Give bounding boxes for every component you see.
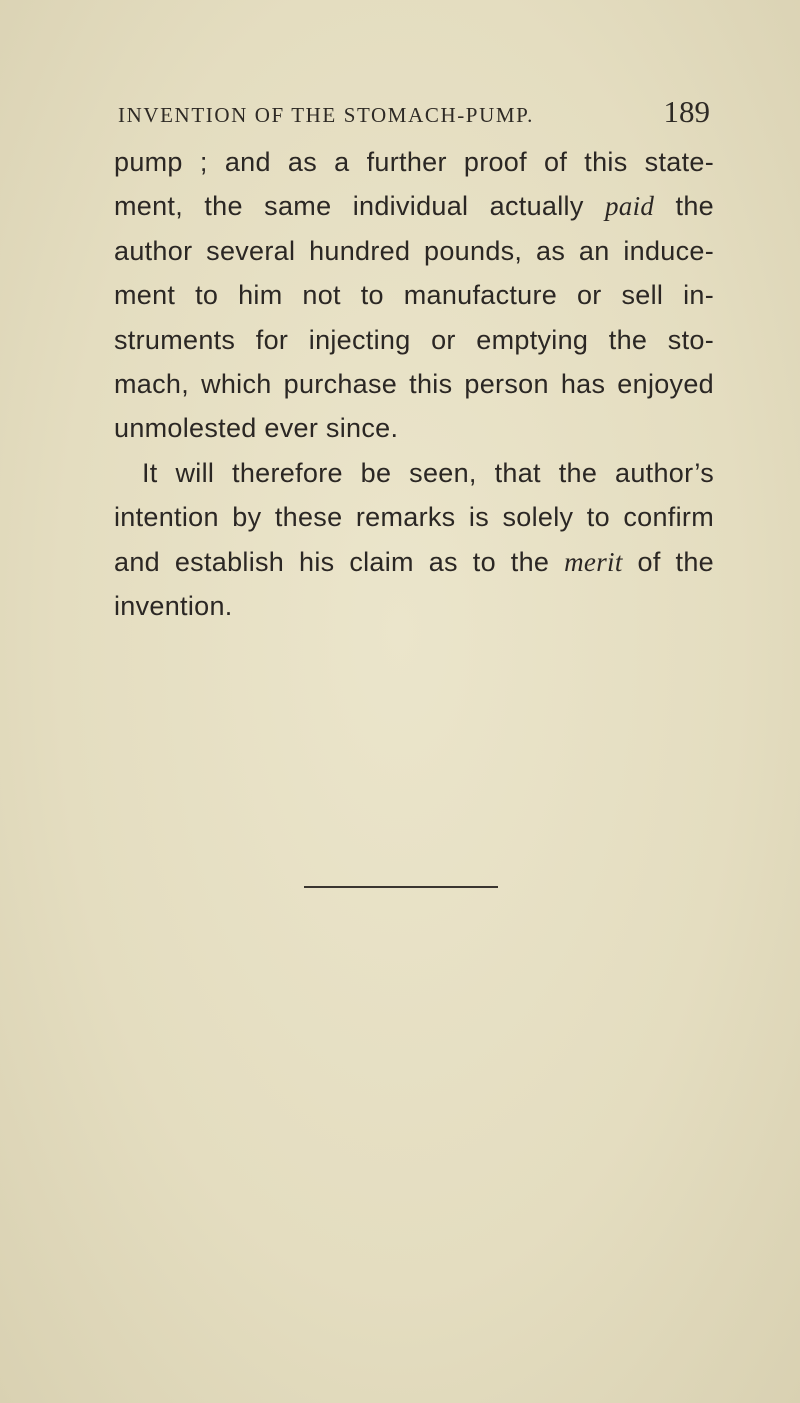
emphasis-paid: paid xyxy=(605,191,655,222)
text-line: pump ; and as a further proof of this state- xyxy=(114,147,714,177)
body-text xyxy=(114,140,714,628)
text-line: ment to him not to manufacture or sell in- xyxy=(114,280,714,311)
running-head xyxy=(118,94,710,129)
section-end-rule xyxy=(304,886,498,888)
emphasis-merit: merit xyxy=(564,546,623,577)
text-line: and establish his claim as to the merit of the xyxy=(114,546,714,577)
text-line: author several hundred pounds, as an induce- xyxy=(114,235,714,266)
running-title: INVENTION OF THE STOMACH-PUMP. xyxy=(118,103,534,127)
text-line: mach, which purchase this person has enjoyed xyxy=(114,369,714,400)
text-line: ment, the same individual actually paid the xyxy=(114,191,714,222)
text-line: invention. xyxy=(114,591,233,622)
text-line: intention by these remarks is solely to confirm xyxy=(114,502,714,533)
text-line: It will therefore be seen, that the author’s xyxy=(142,457,714,488)
page-number: 189 xyxy=(663,94,710,129)
text-line: struments for injecting or emptying the sto- xyxy=(114,324,714,355)
text-line: unmolested ever since. xyxy=(114,413,399,444)
